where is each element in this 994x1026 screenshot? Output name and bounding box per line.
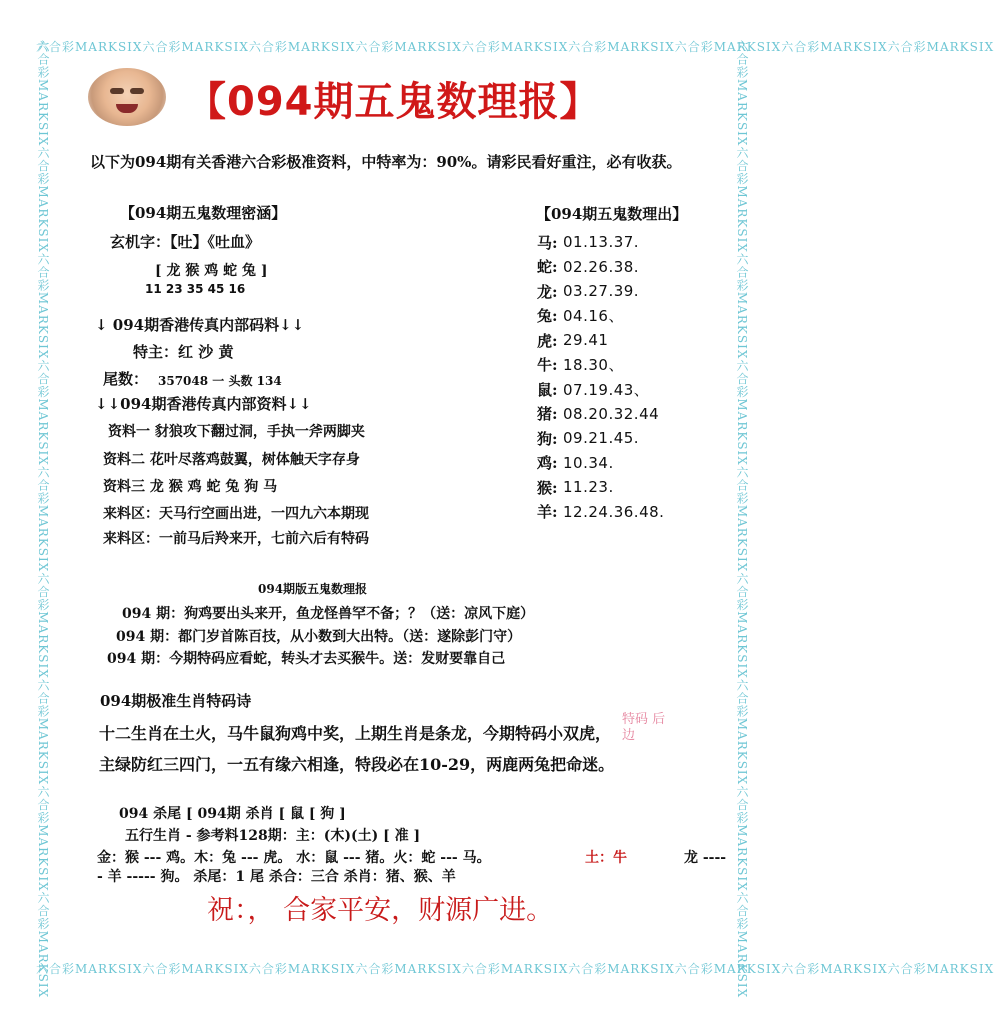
elements-line: 金：猴 --- 鸡。木：兔 --- 虎。 水：鼠 --- 猪。火：蛇 --- 马。 bbox=[97, 850, 491, 866]
zodiac-numbers: 10.34. bbox=[563, 453, 614, 472]
border-watermark-right: 六合彩MARKSIX六合彩MARKSIX六合彩MARKSIX六合彩MARKSIX六合彩MARKSIX六合彩MARKSIX六合彩MARKSIX六合彩MARKSIX六合彩MARKSIX bbox=[735, 40, 749, 999]
portrait-avatar bbox=[88, 68, 166, 126]
zodiac-animal: 猪: bbox=[537, 405, 558, 424]
zodiac-row bbox=[537, 377, 664, 402]
zodiac-numbers: 29.41 bbox=[563, 331, 609, 350]
source-line-2: 来料区：一前马后羚来开，七前六后有特码 bbox=[103, 531, 369, 547]
zodiac-row bbox=[537, 353, 664, 378]
zodiac-row bbox=[537, 279, 664, 304]
zodiac-row bbox=[537, 255, 664, 280]
zodiac-number-list bbox=[537, 230, 664, 524]
tail-label: 尾数： bbox=[103, 370, 149, 388]
zodiac-row bbox=[537, 402, 664, 427]
zodiac-animal: 兔: bbox=[537, 307, 558, 326]
avatar-right-eye bbox=[130, 88, 144, 94]
middle-line-3: 094 期：今期特码应看蛇，转头才去买猴牛。送：发财要靠自己 bbox=[107, 651, 506, 667]
zodiac-row bbox=[537, 304, 664, 329]
data-line-3: 资料三 龙 猴 鸡 蛇 兔 狗 马 bbox=[103, 479, 278, 495]
middle-heading: 094期版五鬼数理报 bbox=[258, 582, 368, 596]
intro-text: 以下为094期有关香港六合彩极准资料，中特率为：90%。请彩民看好重注，必有收获。 bbox=[90, 153, 682, 171]
border-watermark-left: 六合彩MARKSIX六合彩MARKSIX六合彩MARKSIX六合彩MARKSIX六合彩MARKSIX六合彩MARKSIX六合彩MARKSIX六合彩MARKSIX六合彩MARKSIX bbox=[36, 40, 50, 999]
zodiac-animal: 虎: bbox=[537, 331, 558, 350]
data-line-1: 资料一 豺狼攻下翻过洞，手执一斧两脚夹 bbox=[108, 424, 365, 440]
zodiac-animal: 蛇: bbox=[537, 258, 558, 277]
zodiac-numbers: 18.30、 bbox=[563, 356, 624, 375]
avatar-mouth bbox=[116, 104, 138, 113]
zodiac-animal: 马: bbox=[537, 233, 558, 252]
zodiac-row bbox=[537, 426, 664, 451]
special-main-line: 特主：红 沙 黄 bbox=[133, 343, 234, 361]
zodiac-row bbox=[537, 451, 664, 476]
border-watermark-bottom: 六合彩MARKSIX六合彩MARKSIX六合彩MARKSIX六合彩MARKSIX六合彩MARKSIX六合彩MARKSIX六合彩MARKSIX六合彩MARKSIX六合彩MARKSIX bbox=[36, 962, 994, 976]
right-heading: 【094期五鬼数理出】 bbox=[536, 205, 688, 223]
zodiac-numbers: 02.26.38. bbox=[563, 257, 640, 276]
data-line-2: 资料二 花叶尽落鸡鼓翼，树体触天字存身 bbox=[103, 452, 360, 468]
blessing-text: 祝：， 合家平安，财源广进。 bbox=[207, 895, 554, 926]
poem-line-1: 十二生肖在土火，马牛鼠狗鸡中奖，上期生肖是条龙，今期特码小双虎， bbox=[99, 724, 612, 743]
zodiac-numbers: 11.23. bbox=[563, 478, 614, 497]
zodiac-row bbox=[537, 475, 664, 500]
zodiac-numbers: 03.27.39. bbox=[563, 282, 640, 301]
five-elements-line: 五行生肖 - 参考料128期：主：(木)(土) [ 准 ] bbox=[125, 828, 421, 844]
numbers-line: 11 23 35 45 16 bbox=[145, 282, 246, 296]
kill-tail-line: 094 杀尾 [ 094期 杀肖 [ 鼠 [ 狗 ] bbox=[119, 806, 346, 822]
zodiac-numbers: 08.20.32.44 bbox=[563, 404, 660, 423]
zodiac-numbers: 07.19.43、 bbox=[563, 380, 650, 399]
red-stamp: 特码 后边 bbox=[622, 712, 666, 743]
zodiac-numbers: 12.24.36.48. bbox=[563, 502, 665, 521]
zodiac-animal: 羊: bbox=[537, 503, 558, 522]
middle-line-1: 094 期：狗鸡要出头来开，鱼龙怪兽罕不备；？（送：凉风下庭） bbox=[122, 606, 535, 622]
xuanji-line: 玄机字：【吐】《吐血》 bbox=[110, 233, 261, 251]
middle-line-2: 094 期：都门岁首陈百技，从小数到大出特。（送：遂除彭门守） bbox=[116, 629, 522, 645]
zodiac-numbers: 01.13.37. bbox=[563, 233, 640, 252]
poem-heading: 094期极准生肖特码诗 bbox=[100, 692, 252, 710]
zodiac-row bbox=[537, 500, 664, 525]
zodiac-row bbox=[537, 328, 664, 353]
elements-dragon: 龙 ---- bbox=[684, 850, 727, 866]
border-watermark-top: 六合彩MARKSIX六合彩MARKSIX六合彩MARKSIX六合彩MARKSIX六合彩MARKSIX六合彩MARKSIX六合彩MARKSIX六合彩MARKSIX六合彩MARKSIX bbox=[36, 40, 994, 54]
zodiac-animal: 鸡: bbox=[537, 454, 558, 473]
zodiac-animal: 龙: bbox=[537, 282, 558, 301]
zodiac-numbers: 09.21.45. bbox=[563, 429, 640, 448]
zodiac-animal: 鼠: bbox=[537, 380, 558, 399]
left-heading: 【094期五鬼数理密涵】 bbox=[120, 204, 287, 222]
zodiac-animal: 狗: bbox=[537, 429, 558, 448]
zodiac-animal: 牛: bbox=[537, 356, 558, 375]
zodiac-numbers: 04.16、 bbox=[563, 307, 624, 326]
insider-heading-2: ↓↓094期香港传真内部资料↓↓ bbox=[95, 395, 312, 413]
animals-line: [ 龙 猴 鸡 蛇 兔 ] bbox=[155, 263, 268, 279]
insider-heading-1: ↓ 094期香港传真内部码料↓↓ bbox=[95, 316, 305, 334]
tail-value: 357048 一 头数 134 bbox=[158, 374, 282, 388]
page-title: 【094期五鬼数理报】 bbox=[186, 79, 601, 125]
zodiac-row bbox=[537, 230, 664, 255]
elements-red-text: 土：牛 bbox=[585, 850, 627, 866]
zodiac-animal: 猴: bbox=[537, 478, 558, 497]
avatar-left-eye bbox=[110, 88, 124, 94]
elements-line-2: - 羊 ----- 狗。 杀尾：1 尾 杀合：三合 杀肖：猪、猴、羊 bbox=[97, 869, 456, 885]
poem-line-2: 主绿防红三四门，一五有缘六相逢，特段必在10-29，两鹿两兔把命迷。 bbox=[99, 755, 615, 774]
source-line-1: 来料区：天马行空画出进，一四九六本期现 bbox=[103, 506, 369, 522]
